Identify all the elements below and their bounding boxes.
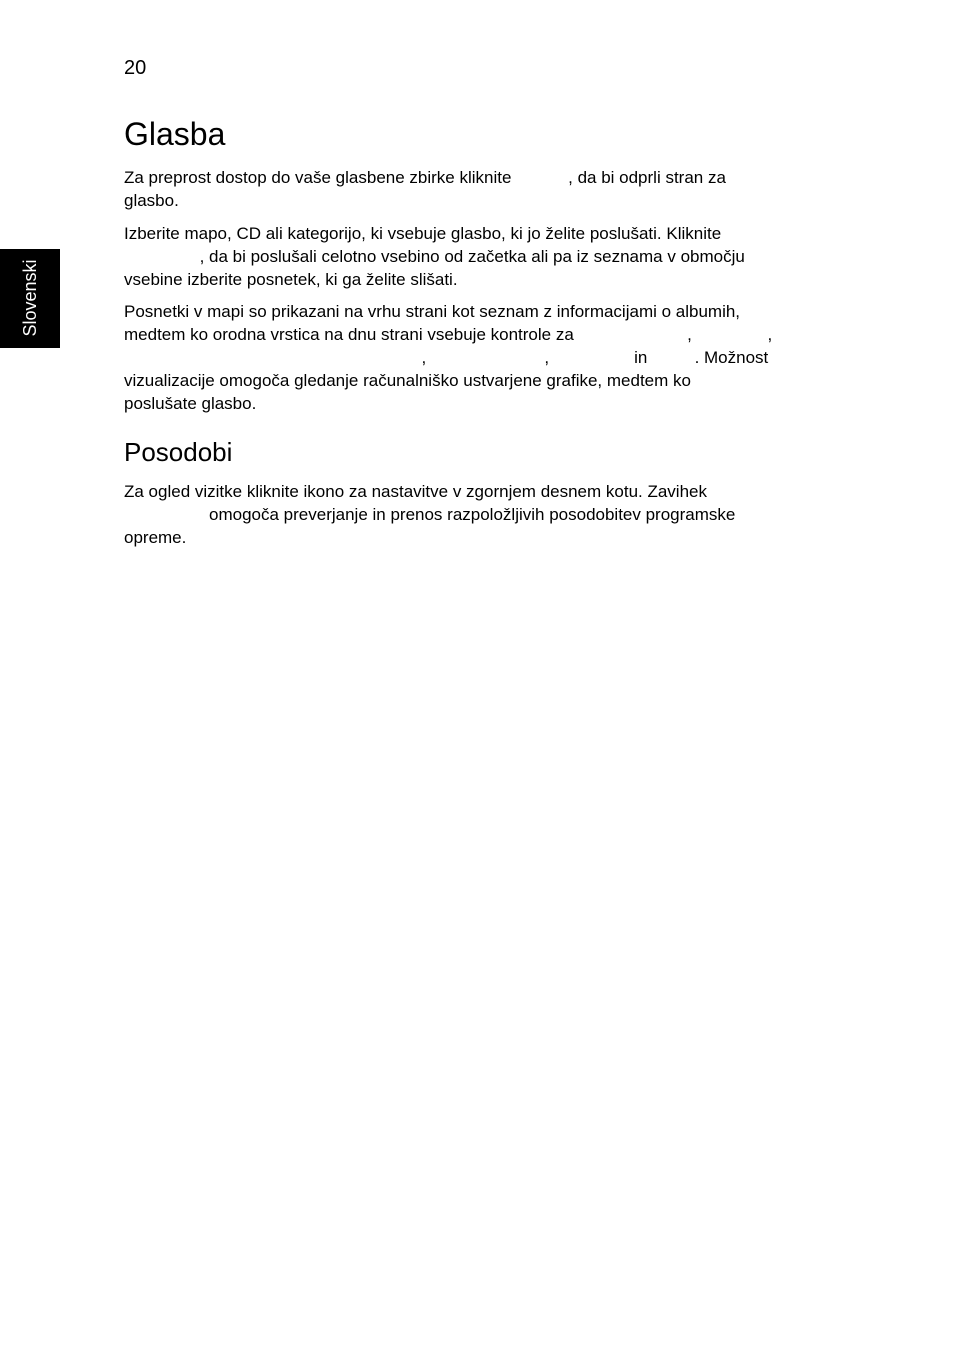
text-line: Posnetki v mapi so prikazani na vrhu strani kot seznam z informacijami o albumih, (124, 302, 741, 321)
section-title-glasba: Glasba (124, 116, 226, 152)
page-number: 20 (124, 57, 147, 79)
text-line: Za ogled vizitke kliknite ikono za nastavitve v zgornjem desnem kotu. Zavihek (124, 482, 707, 501)
text-line: medtem ko orodna vrstica na dnu strani vsebuje kontrole za , , (124, 325, 773, 344)
text-line: Za preprost dostop do vaše glasbene zbirke kliknite , da bi odprli stran za (124, 168, 726, 187)
section-title-posodobi: Posodobi (124, 437, 233, 467)
text-line: , , in . Možnost (124, 348, 769, 367)
text-line: opreme. (124, 528, 187, 547)
text-line: Izberite mapo, CD ali kategorijo, ki vsebuje glasbo, ki jo želite poslušati. Kliknite (124, 224, 722, 243)
text-line: vizualizacije omogoča gledanje računalniško ustvarjene grafike, medtem ko (124, 371, 691, 390)
posodobi-paragraph-1 (124, 480, 824, 549)
text-line: vsebine izberite posnetek, ki ga želite slišati. (124, 270, 458, 289)
glasba-paragraph-2 (124, 222, 824, 291)
language-side-tab (0, 249, 60, 348)
language-side-tab-label: Slovenski (20, 259, 40, 337)
text-line: omogoča preverjanje in prenos razpoložljivih posodobitev programske (124, 505, 736, 524)
text-line: poslušate glasbo. (124, 394, 257, 413)
text-line: , da bi poslušali celotno vsebino od začetka ali pa iz seznama v območju (124, 247, 745, 266)
glasba-paragraph-1 (124, 166, 824, 212)
text-line: glasbo. (124, 191, 179, 210)
glasba-paragraph-3 (124, 300, 824, 415)
